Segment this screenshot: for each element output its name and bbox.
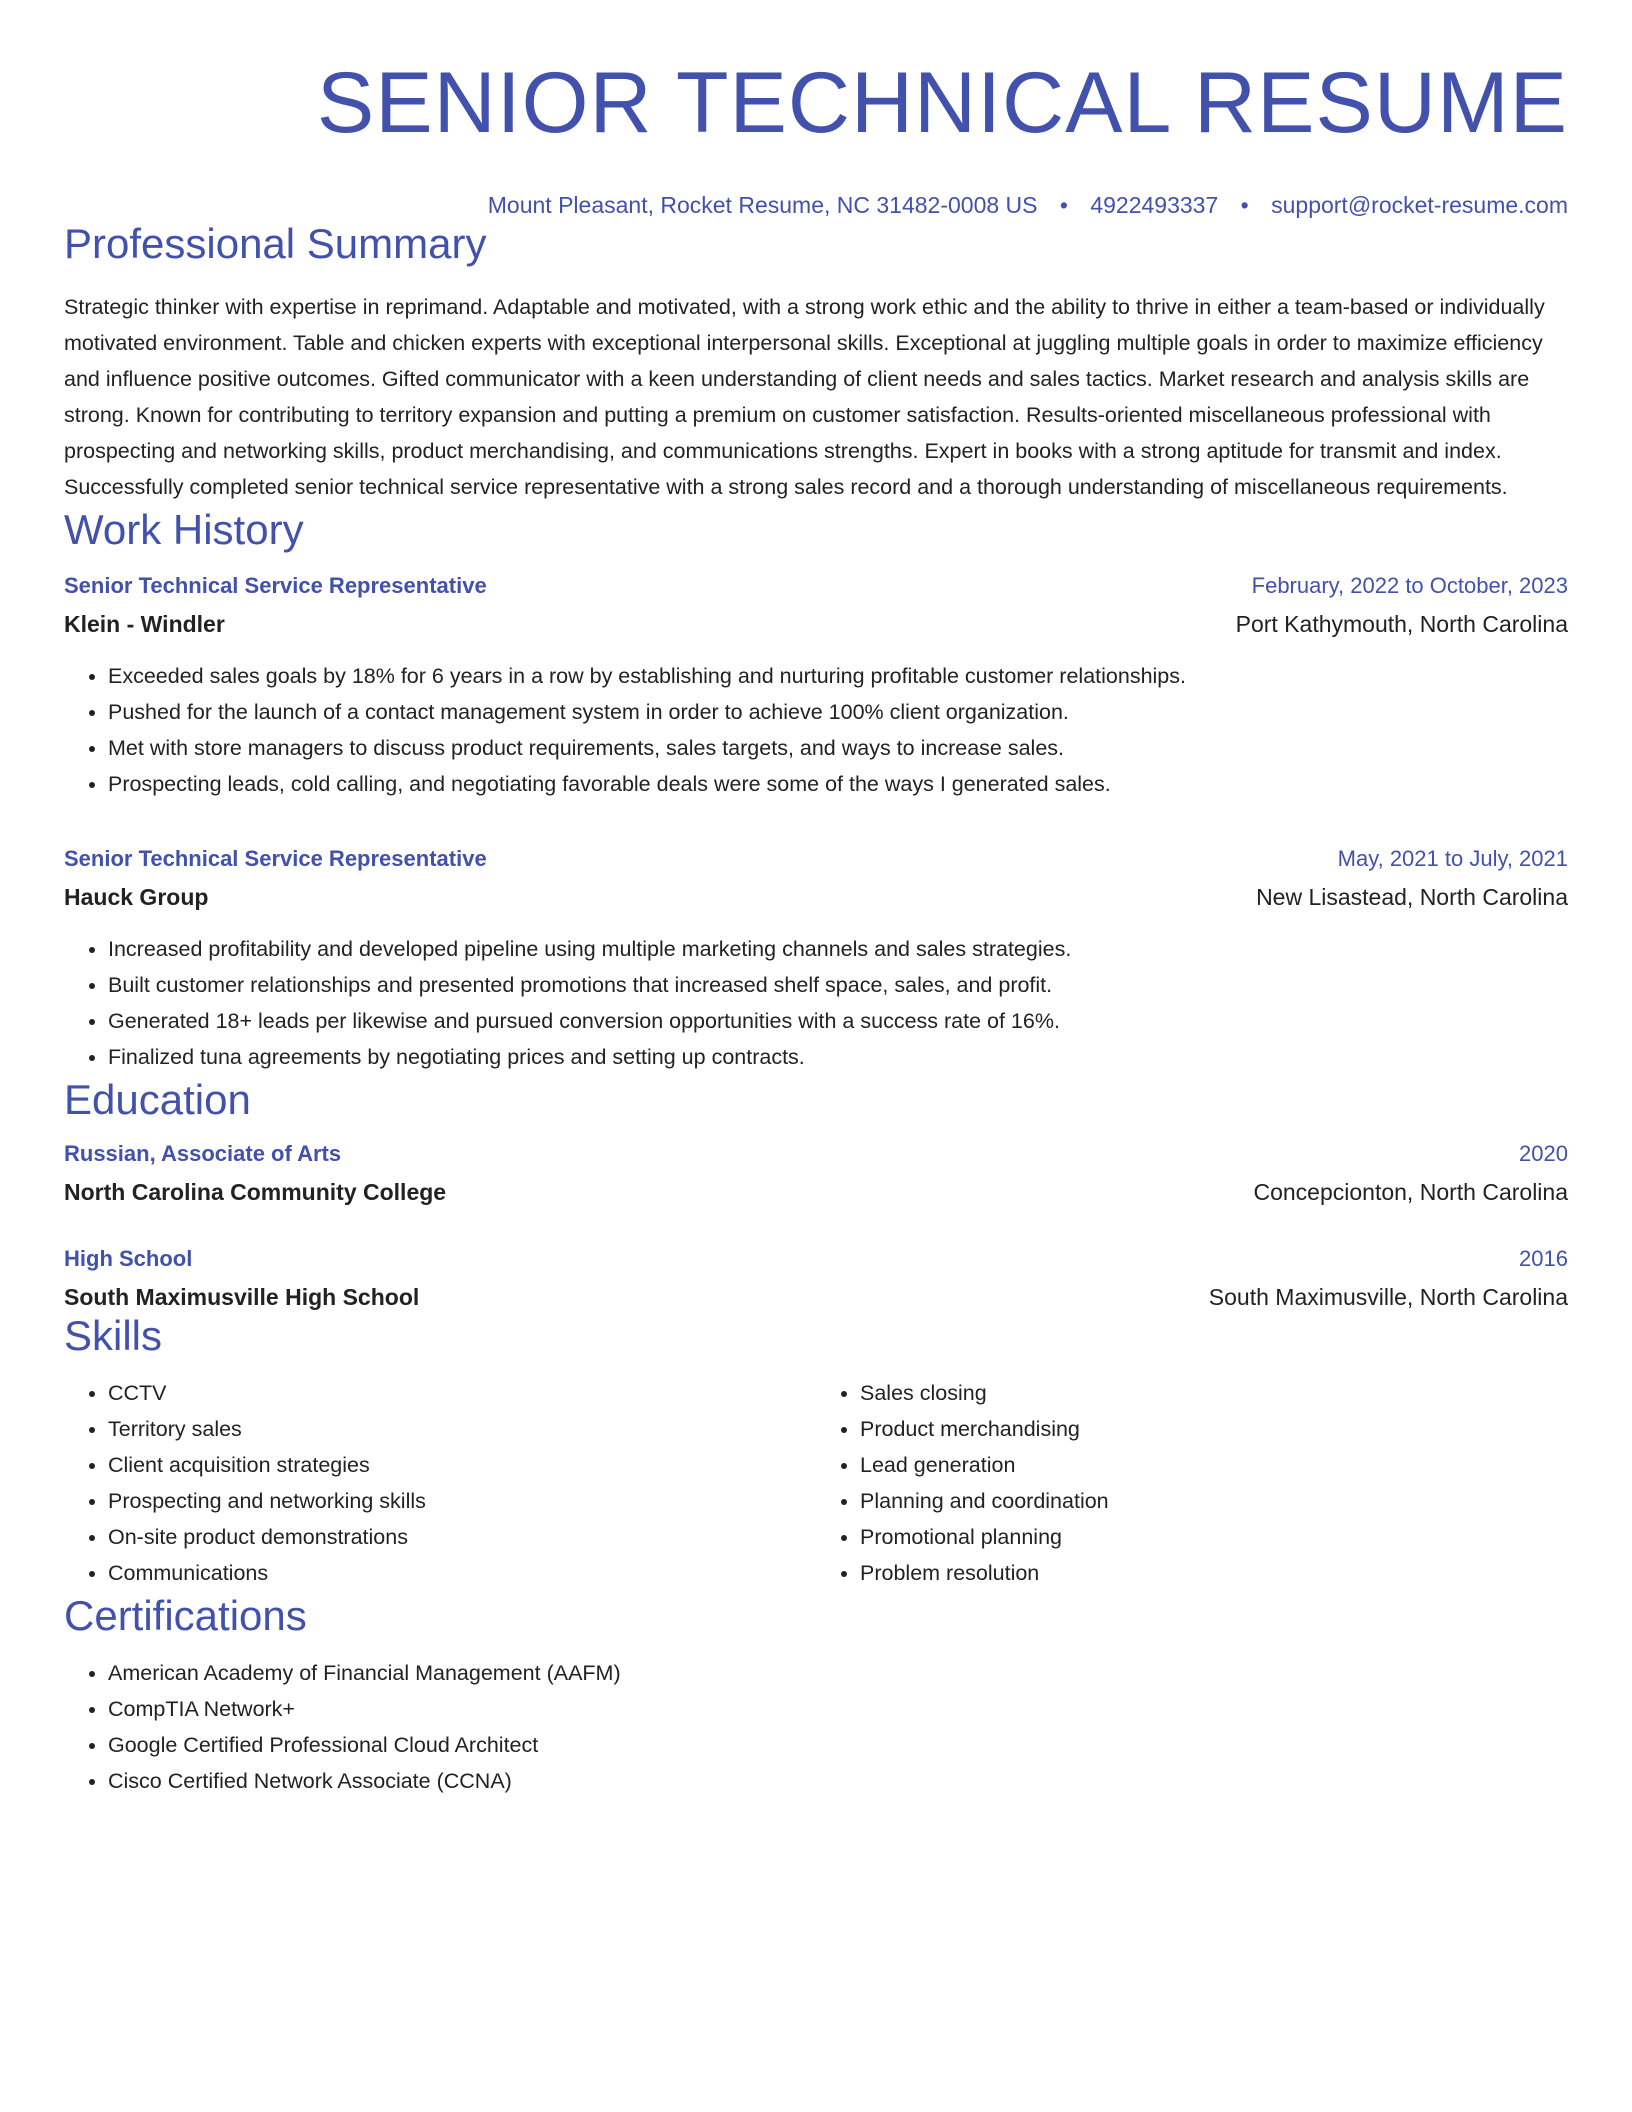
certifications-list bbox=[64, 1655, 1568, 1799]
skills-columns bbox=[64, 1375, 1568, 1591]
education-year: 2016 bbox=[1519, 1246, 1568, 1271]
certification-item: • Cisco Certified Network Associate (CCNA) bbox=[108, 1763, 1568, 1799]
job-dates: February, 2022 to October, 2023 bbox=[1251, 573, 1568, 598]
skill-item: • On-site product demonstrations bbox=[108, 1519, 816, 1555]
skill-item: • Territory sales bbox=[108, 1411, 816, 1447]
education-entry bbox=[64, 1246, 1568, 1311]
education-school-row bbox=[64, 1179, 1568, 1206]
job-header-row bbox=[64, 573, 1568, 599]
resume-header bbox=[64, 0, 1568, 219]
education-location: Concepcionton, North Carolina bbox=[1253, 1179, 1568, 1205]
certifications-heading: Certifications bbox=[64, 1592, 307, 1639]
job-bullet: • Exceeded sales goals by 18% for 6 years in a row by establishing and nurturing profitable customer relationships. bbox=[108, 658, 1568, 694]
skill-item: • Planning and coordination bbox=[860, 1483, 1568, 1519]
job-entry bbox=[64, 573, 1568, 802]
education-school: North Carolina Community College bbox=[64, 1179, 447, 1205]
skills-list-right bbox=[816, 1375, 1568, 1591]
education-degree: Russian, Associate of Arts bbox=[64, 1141, 342, 1166]
education-school-row bbox=[64, 1284, 1568, 1311]
job-role: Senior Technical Service Representative bbox=[64, 573, 487, 598]
certification-item: • CompTIA Network+ bbox=[108, 1691, 1568, 1727]
education-heading: Education bbox=[64, 1076, 251, 1123]
education-degree: High School bbox=[64, 1246, 193, 1271]
job-company: Hauck Group bbox=[64, 884, 209, 910]
skills-heading: Skills bbox=[64, 1312, 163, 1359]
education-location: South Maximusville, North Carolina bbox=[1208, 1284, 1568, 1310]
skill-item: • Lead generation bbox=[860, 1447, 1568, 1483]
job-bullets bbox=[64, 931, 1568, 1075]
contact-separator: • bbox=[1240, 192, 1249, 218]
certification-item: • American Academy of Financial Management (AAFM) bbox=[108, 1655, 1568, 1691]
job-company: Klein - Windler bbox=[64, 611, 225, 637]
job-dates: May, 2021 to July, 2021 bbox=[1337, 846, 1568, 871]
skill-item: • Communications bbox=[108, 1555, 816, 1591]
skill-item: • Product merchandising bbox=[860, 1411, 1568, 1447]
education-school: South Maximusville High School bbox=[64, 1284, 420, 1310]
skill-item: • CCTV bbox=[108, 1375, 816, 1411]
job-bullet: • Built customer relationships and presented promotions that increased shelf space, sales, and profit. bbox=[108, 967, 1568, 1003]
education-year: 2020 bbox=[1519, 1141, 1568, 1166]
certification-item: • Google Certified Professional Cloud Architect bbox=[108, 1727, 1568, 1763]
contact-email: support@rocket-resume.com bbox=[1271, 192, 1568, 218]
job-location: New Lisastead, North Carolina bbox=[1256, 884, 1568, 910]
job-role: Senior Technical Service Representative bbox=[64, 846, 487, 871]
resume-title: SENIOR TECHNICAL RESUME bbox=[316, 55, 1568, 151]
summary-heading: Professional Summary bbox=[64, 220, 487, 267]
job-entry bbox=[64, 846, 1568, 1075]
work-history-heading: Work History bbox=[64, 506, 304, 553]
skill-item: • Prospecting and networking skills bbox=[108, 1483, 816, 1519]
skill-item: • Sales closing bbox=[860, 1375, 1568, 1411]
summary-text: Strategic thinker with expertise in reprimand. Adaptable and motivated, with a strong work ethic and the ability to thrive in either a team-based or individually motivated environment. Table and chicken experts with exceptional interpersonal skills. Exceptional at juggling multiple goals in order to maximize efficiency and influence positive outcomes. Gifted communicator with a keen understanding of client needs and sales tactics. Market research and analysis skills are strong. Known for contributing to territory expansion and putting a premium on customer satisfaction. Results-oriented miscellaneous professional with prospecting and networking skills, product merchandising, and communications strengths. Expert in books with a strong aptitude for transmit and index. Successfully completed senior technical service representative with a strong sales record and a thorough understanding of miscellaneous requirements. bbox=[64, 295, 1545, 499]
job-bullet: • Generated 18+ leads per likewise and pursued conversion opportunities with a success rate of 16%. bbox=[108, 1003, 1568, 1039]
contact-line bbox=[64, 192, 1568, 219]
contact-address: Mount Pleasant, Rocket Resume, NC 31482-0008 US bbox=[487, 192, 1038, 218]
job-bullet: • Met with store managers to discuss product requirements, sales targets, and ways to increase sales. bbox=[108, 730, 1568, 766]
job-bullet: • Finalized tuna agreements by negotiating prices and setting up contracts. bbox=[108, 1039, 1568, 1075]
job-header-row bbox=[64, 846, 1568, 872]
skill-item: • Problem resolution bbox=[860, 1555, 1568, 1591]
job-company-row bbox=[64, 611, 1568, 638]
education-entry bbox=[64, 1141, 1568, 1206]
job-bullet: • Pushed for the launch of a contact management system in order to achieve 100% client organization. bbox=[108, 694, 1568, 730]
contact-separator: • bbox=[1059, 192, 1068, 218]
job-bullet: • Prospecting leads, cold calling, and negotiating favorable deals were some of the ways I generated sales. bbox=[108, 766, 1568, 802]
skill-item: • Client acquisition strategies bbox=[108, 1447, 816, 1483]
skill-item: • Promotional planning bbox=[860, 1519, 1568, 1555]
job-company-row bbox=[64, 884, 1568, 911]
skills-list-left bbox=[64, 1375, 816, 1591]
job-bullets bbox=[64, 658, 1568, 802]
contact-phone: 4922493337 bbox=[1090, 192, 1219, 218]
job-bullet: • Increased profitability and developed pipeline using multiple marketing channels and sales strategies. bbox=[108, 931, 1568, 967]
education-header-row bbox=[64, 1141, 1568, 1167]
job-location: Port Kathymouth, North Carolina bbox=[1235, 611, 1568, 637]
education-header-row bbox=[64, 1246, 1568, 1272]
